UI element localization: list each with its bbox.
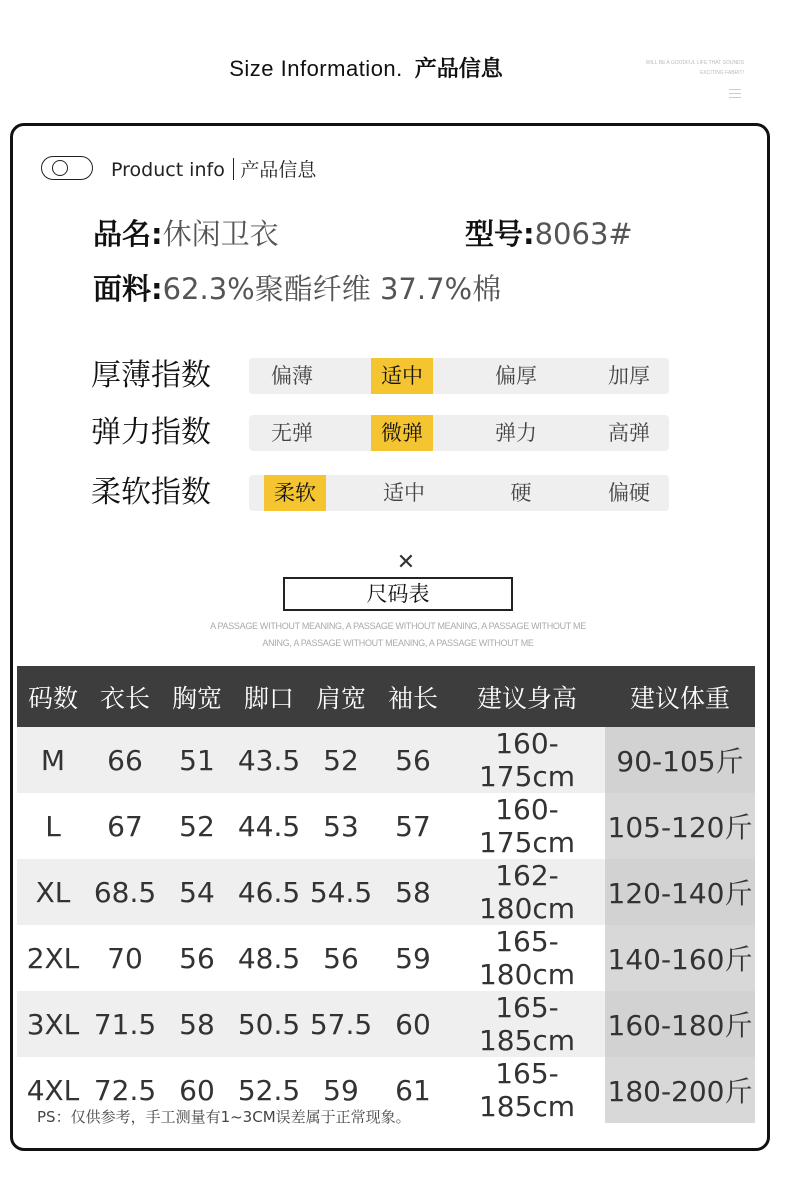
table-cell: 54.5 [305, 859, 377, 925]
table-cell: 51 [161, 727, 233, 793]
info-label [111, 155, 316, 182]
table-cell: 54 [161, 859, 233, 925]
index-label: 弹力指数 [91, 415, 211, 450]
table-cell: L [45, 809, 61, 843]
index-option: 高弹 [608, 421, 650, 445]
tiny-note-line2: EXCITING FABRIT! [700, 70, 744, 76]
table-header: 码数 [17, 666, 89, 727]
table-cell: 56 [323, 941, 359, 975]
table-cell: 56 [179, 941, 215, 975]
index-bar [249, 358, 669, 394]
footnote: PS：仅供参考，手工测量有1~3CM误差属于正常现象。 [37, 1108, 411, 1126]
table-header: 衣长 [89, 666, 161, 727]
table-cell: 67 [107, 809, 143, 843]
table-cell: 59 [395, 941, 431, 975]
table-cell: 160-175cm [449, 727, 605, 793]
index-option-selected: 适中 [371, 358, 433, 394]
table-row [17, 925, 755, 991]
table-cell: 165-185cm [449, 991, 605, 1057]
size-chart-title: 尺码表 [283, 577, 513, 611]
menu-icon [729, 89, 741, 99]
divider [233, 158, 235, 180]
index-option: 偏硬 [608, 481, 650, 505]
table-header: 建议身高 [449, 666, 605, 727]
table-cell: 70 [107, 941, 143, 975]
passage-line1: A PASSAGE WITHOUT MEANING, A PASSAGE WITHOUT MEANING, A PASSAGE WITHOUT ME [210, 621, 586, 631]
index-label: 柔软指数 [91, 475, 211, 510]
table-cell: 46.5 [233, 859, 305, 925]
info-label-zh: 产品信息 [240, 159, 317, 181]
table-cell: 57.5 [305, 991, 377, 1057]
table-cell: 160-175cm [478, 793, 576, 859]
table-cell: 140-160斤 [605, 925, 755, 991]
table-cell: 53 [323, 809, 359, 843]
index-option: 硬 [510, 481, 532, 505]
table-cell: 2XL [26, 941, 80, 975]
table-cell: 66 [89, 727, 161, 793]
table-header-row [17, 666, 755, 727]
table-cell: 50.5 [233, 991, 305, 1057]
table-cell: 60 [179, 1073, 215, 1107]
table-header: 建议体重 [605, 666, 755, 727]
tiny-note-line1: WILL BE A GOODFUL LIFE THAT SOUNDS [645, 60, 744, 66]
table-row [17, 727, 755, 793]
product-name [93, 212, 279, 253]
table-cell: 72.5 [93, 1073, 157, 1107]
table-header: 袖长 [377, 666, 449, 727]
table-cell: XL [17, 859, 89, 925]
table-header: 胸宽 [161, 666, 233, 727]
table-cell: 105-120斤 [605, 793, 755, 859]
table-cell: 180-200斤 [605, 1057, 755, 1123]
table-cell: 165-185cm [478, 1057, 576, 1123]
table-header: 脚口 [233, 666, 305, 727]
table-cell: 160-180斤 [605, 991, 755, 1057]
table-cell: 58 [377, 859, 449, 925]
index-bar [249, 415, 669, 451]
model-key: 型号: [465, 217, 535, 251]
index-option: 适中 [383, 481, 425, 505]
cross-icon: ✕ [396, 550, 416, 575]
table-cell: 162-180cm [449, 859, 605, 925]
tiny-note [612, 58, 744, 78]
index-option: 偏厚 [495, 364, 537, 388]
model-value: 8063# [534, 217, 633, 251]
index-bar [249, 475, 669, 511]
table-cell: 90-105斤 [605, 727, 755, 793]
table-cell: M [17, 727, 89, 793]
toggle-icon [41, 156, 93, 180]
index-label: 厚薄指数 [91, 358, 211, 393]
softness-index [91, 473, 671, 513]
thickness-index [91, 356, 671, 396]
table-cell: 43.5 [233, 727, 305, 793]
index-option-selected: 柔软 [264, 475, 326, 511]
table-cell: 57 [395, 809, 431, 843]
table-header: 肩宽 [305, 666, 377, 727]
product-name-key: 品名: [93, 217, 163, 251]
title-en: Size Information. [229, 56, 403, 81]
table-cell: 48.5 [237, 941, 301, 975]
index-option: 弹力 [495, 421, 537, 445]
table-cell: 4XL [26, 1073, 80, 1107]
table-cell: 52 [305, 727, 377, 793]
index-option: 加厚 [608, 364, 650, 388]
table-cell: 52.5 [237, 1073, 301, 1107]
table-row [17, 793, 755, 859]
table-cell: 68.5 [89, 859, 161, 925]
table-cell: 56 [377, 727, 449, 793]
product-name-value: 休闲卫衣 [162, 217, 279, 251]
table-cell: 59 [323, 1073, 359, 1107]
fabric-value: 62.3%聚酯纤维 37.7%棉 [162, 272, 502, 306]
table-cell: 3XL [17, 991, 89, 1057]
size-table [17, 666, 755, 1123]
title-zh: 产品信息 [414, 57, 503, 82]
table-row [17, 859, 755, 925]
elasticity-index [91, 413, 671, 453]
table-cell: 71.5 [89, 991, 161, 1057]
passage-line2: ANING, A PASSAGE WITHOUT MEANING, A PASSAGE WITHOUT ME [262, 638, 534, 648]
table-cell: 44.5 [237, 809, 301, 843]
fabric [93, 267, 501, 308]
info-label-en: Product info [111, 159, 225, 181]
table-cell: 165-180cm [478, 925, 576, 991]
table-cell: 52 [179, 809, 215, 843]
table-cell: 61 [395, 1073, 431, 1107]
fabric-key: 面料: [93, 272, 163, 306]
table-cell: 60 [377, 991, 449, 1057]
index-option: 无弹 [271, 421, 313, 445]
model-number [465, 212, 633, 253]
table-row [17, 991, 755, 1057]
product-card [10, 123, 770, 1151]
index-option: 偏薄 [271, 364, 313, 388]
table-cell: 120-140斤 [605, 859, 755, 925]
index-option-selected: 微弹 [371, 415, 433, 451]
table-cell: 58 [161, 991, 233, 1057]
passage-text [193, 618, 603, 652]
